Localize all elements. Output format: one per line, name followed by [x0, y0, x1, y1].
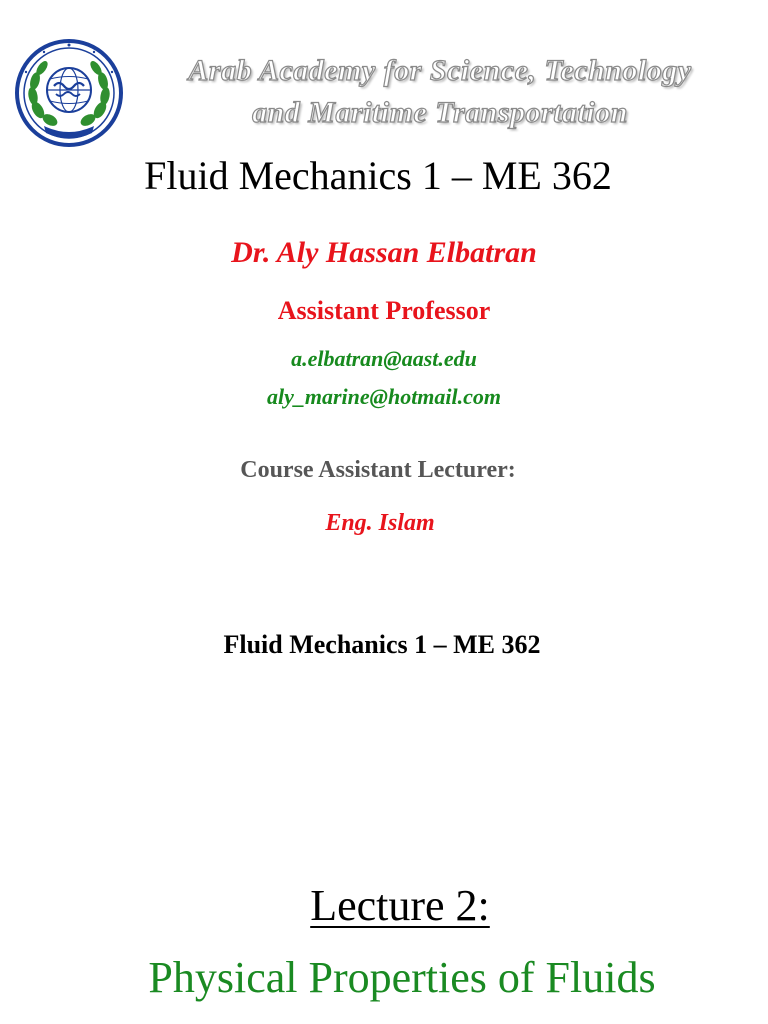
- instructor-email-secondary: aly_marine@hotmail.com: [266, 384, 502, 409]
- instructor-rank: Assistant Professor: [277, 296, 491, 325]
- assistant-label: Course Assistant Lecturer:: [240, 457, 516, 483]
- academy-name-line2: and Maritime Transportation: [252, 96, 628, 129]
- lecture-number: Lecture 2:: [310, 881, 490, 930]
- academy-seal-icon: [14, 38, 124, 148]
- lecture-topic: Physical Properties of Fluids: [148, 953, 656, 1002]
- academy-name-line1: Arab Academy for Science, Technology: [188, 54, 692, 87]
- instructor-name: Dr. Aly Hassan Elbatran: [231, 236, 537, 269]
- assistant-name: Eng. Islam: [325, 510, 435, 536]
- course-title: Fluid Mechanics 1 – ME 362: [144, 153, 612, 198]
- instructor-email-primary: a.elbatran@aast.edu: [291, 346, 477, 371]
- academy-seal-logo: [14, 38, 124, 148]
- academy-name: [130, 50, 750, 134]
- course-title-repeat: Fluid Mechanics 1 – ME 362: [223, 630, 541, 659]
